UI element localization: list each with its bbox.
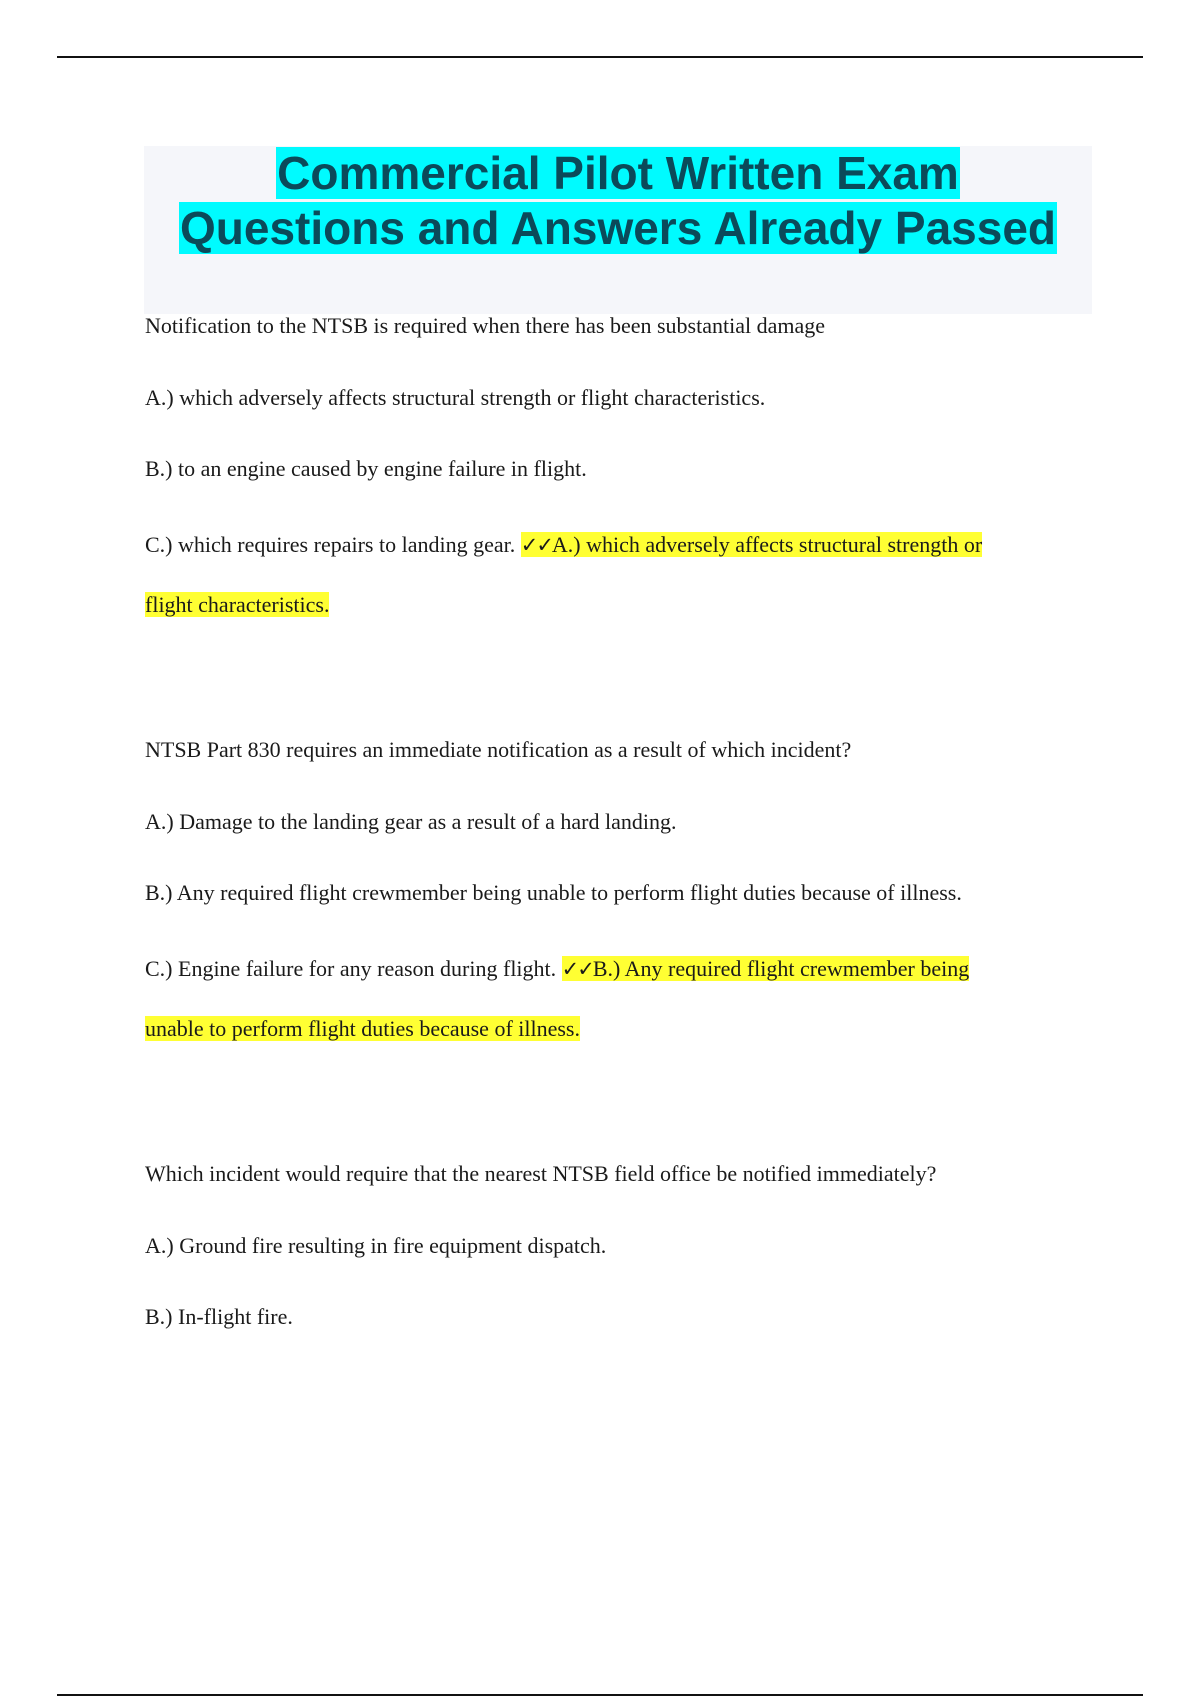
bottom-rule [57, 1694, 1143, 1696]
question-1-correct-answer: ✓✓A.) which adversely affects structural strength or flight characteristics. [145, 532, 983, 617]
title-line-2: Questions and Answers Already Passed [179, 202, 1057, 254]
question-1-answer-block [145, 515, 1095, 635]
question-2-option-c: C.) Engine failure for any reason during flight. [145, 956, 557, 981]
question-1-option-a: A.) which adversely affects structural strength or flight characteristics. [145, 385, 766, 410]
question-2-option-b: B.) Any required flight crewmember being unable to perform flight duties because of illness. [145, 880, 962, 905]
check-icon: ✓✓ [520, 533, 552, 557]
question-1-option-b: B.) to an engine caused by engine failure in flight. [145, 456, 587, 481]
question-1-text: Notification to the NTSB is required when there has been substantial damage [145, 313, 825, 338]
question-2-text: NTSB Part 830 requires an immediate notification as a result of which incident? [145, 737, 852, 762]
question-3-option-b: B.) In-flight fire. [145, 1304, 293, 1329]
question-2-answer-block [145, 939, 1095, 1059]
question-2-correct-answer: ✓✓B.) Any required flight crewmember being unable to perform flight duties because of illness. [145, 956, 970, 1041]
check-icon: ✓✓ [561, 957, 593, 981]
question-2-option-a: A.) Damage to the landing gear as a result of a hard landing. [145, 809, 677, 834]
title-line-1: Commercial Pilot Written Exam [277, 147, 959, 199]
question-3-option-a: A.) Ground fire resulting in fire equipment dispatch. [145, 1233, 607, 1258]
question-3-text: Which incident would require that the nearest NTSB field office be notified immediately? [145, 1161, 937, 1186]
document-title [144, 146, 1092, 256]
top-rule [57, 56, 1143, 58]
question-1-option-c: C.) which requires repairs to landing gear. [145, 532, 516, 557]
